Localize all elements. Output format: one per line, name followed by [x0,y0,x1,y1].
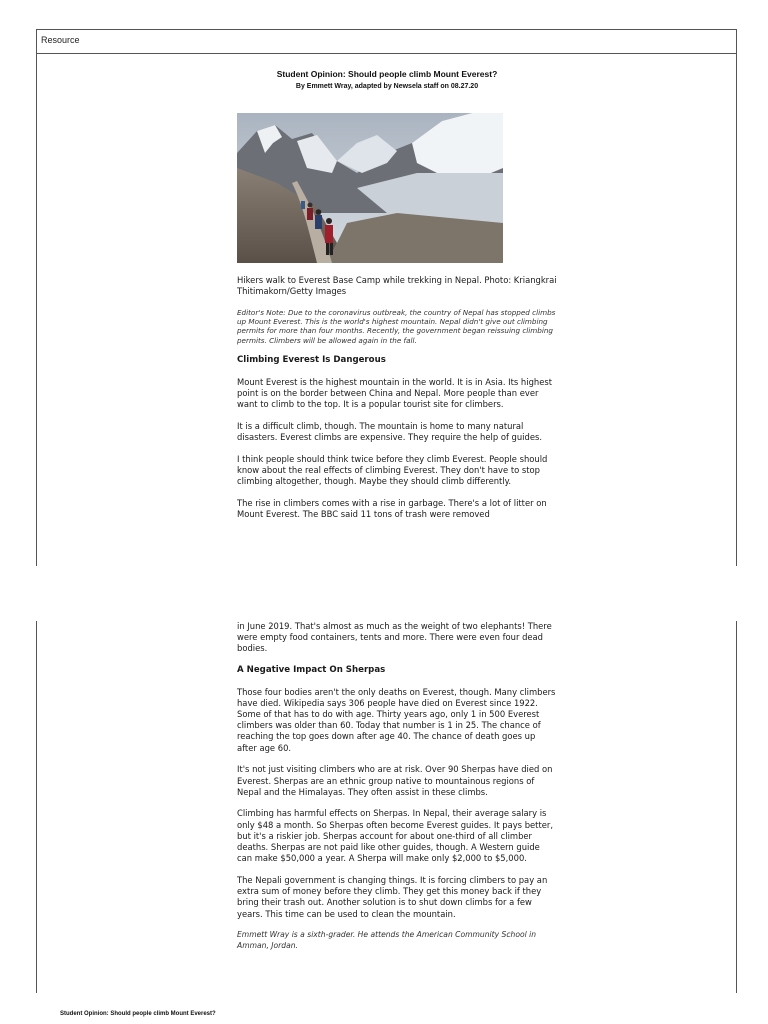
paragraph-3: I think people should think twice before they climb Everest. People should know about the real effects of climbing Everest. They don't have to stop climbing altogether, though. Maybe they should climb differently. [237,453,548,487]
frame-top-border [36,29,737,30]
footer-title: Student Opinion: Should people climb Mount Everest? [60,1011,216,1017]
paragraph-4-start: The rise in climbers comes with a rise in garbage. There's a lot of litter on Mount Everest. The BBC said 11 tons of trash were removed [237,497,547,520]
article-byline: By Emmett Wray, adapted by Newsela staff on 08.27.20 [295,83,479,90]
section-heading-sherpas: A Negative Impact On Sherpas [237,665,386,676]
article-column-page1 [237,275,557,566]
paragraph-7: Climbing has harmful effects on Sherpas. In Nepal, their average salary is only $48 a month. So Sherpas often become Everest guides. It pays better, but it's a riskier job. Sherpas account for about one-third of all climber deaths. Sherpas are not paid like other guides, though. A Western guide can make $50,000 a year. A Sherpa will make only $2,000 to $5,000. [237,808,553,864]
paragraph-2: It is a difficult climb, though. The mountain is home to many natural disasters. Everest climbs are expensive. They require the help of guides. [237,420,542,443]
frame-header-divider [36,53,737,54]
frame-left-border-page2 [36,621,37,993]
article-title: Student Opinion: Should people climb Mount Everest? [276,69,498,79]
article-column-page2 [237,621,557,962]
author-note: Emmett Wray is a sixth-grader. He attends the American Community School in Amman, Jordan. [237,930,537,950]
photo-caption: Hikers walk to Everest Base Camp while trekking in Nepal. Photo: Kriangkrai Thitimakorn/Getty Images [237,275,557,297]
frame-left-border-page1 [36,29,37,566]
paragraph-6: It's not just visiting climbers who are at risk. Over 90 Sherpas have died on Everest. Sherpas are an ethnic group native to mountainous regions of Nepal and the Himalayas. They often assist in these climbs. [237,764,553,797]
frame-right-border-page1 [736,29,737,566]
article-photo [237,113,503,263]
section-heading-dangerous: Climbing Everest Is Dangerous [237,355,386,366]
resource-label: Resource [41,35,80,45]
editors-note: Editor's Note: Due to the coronavirus outbreak, the country of Nepal has stopped climbs up Mount Everest. This is the world's highest mountain. Nepal didn't give out climbing permits for more than four months. Recently, the government began reissuing climbing permits. Climbers will be allowed again in the fall. [237,307,556,345]
frame-right-border-page2 [736,621,737,993]
paragraph-8: The Nepali government is changing things. It is forcing climbers to pay an extra sum of money before they climb. They get this money back if they bring their trash out. Another solution is to shut down climbs for a few years. This time can be used to clean the mountain. [237,874,548,919]
paragraph-4-end: in June 2019. That's almost as much as the weight of two elephants! There were empty food containers, tents and more. There were even four dead bodies. [237,621,552,654]
paragraph-1: Mount Everest is the highest mountain in the world. It is in Asia. Its highest point is on the border between China and Nepal. More people than ever want to climb to the top. It is a popular tourist site for climbers. [237,376,552,410]
paragraph-5: Those four bodies aren't the only deaths on Everest, though. Many climbers have died. Wikipedia says 306 people have died on Everest since 1922. Some of that has to do with age. Thirty years ago, only 1 in 500 Everest climbers was older than 60. Today that number is 1 in 25. The chance of reaching the top goes down after age 40. The chance of death goes up after age 60. [237,686,556,753]
